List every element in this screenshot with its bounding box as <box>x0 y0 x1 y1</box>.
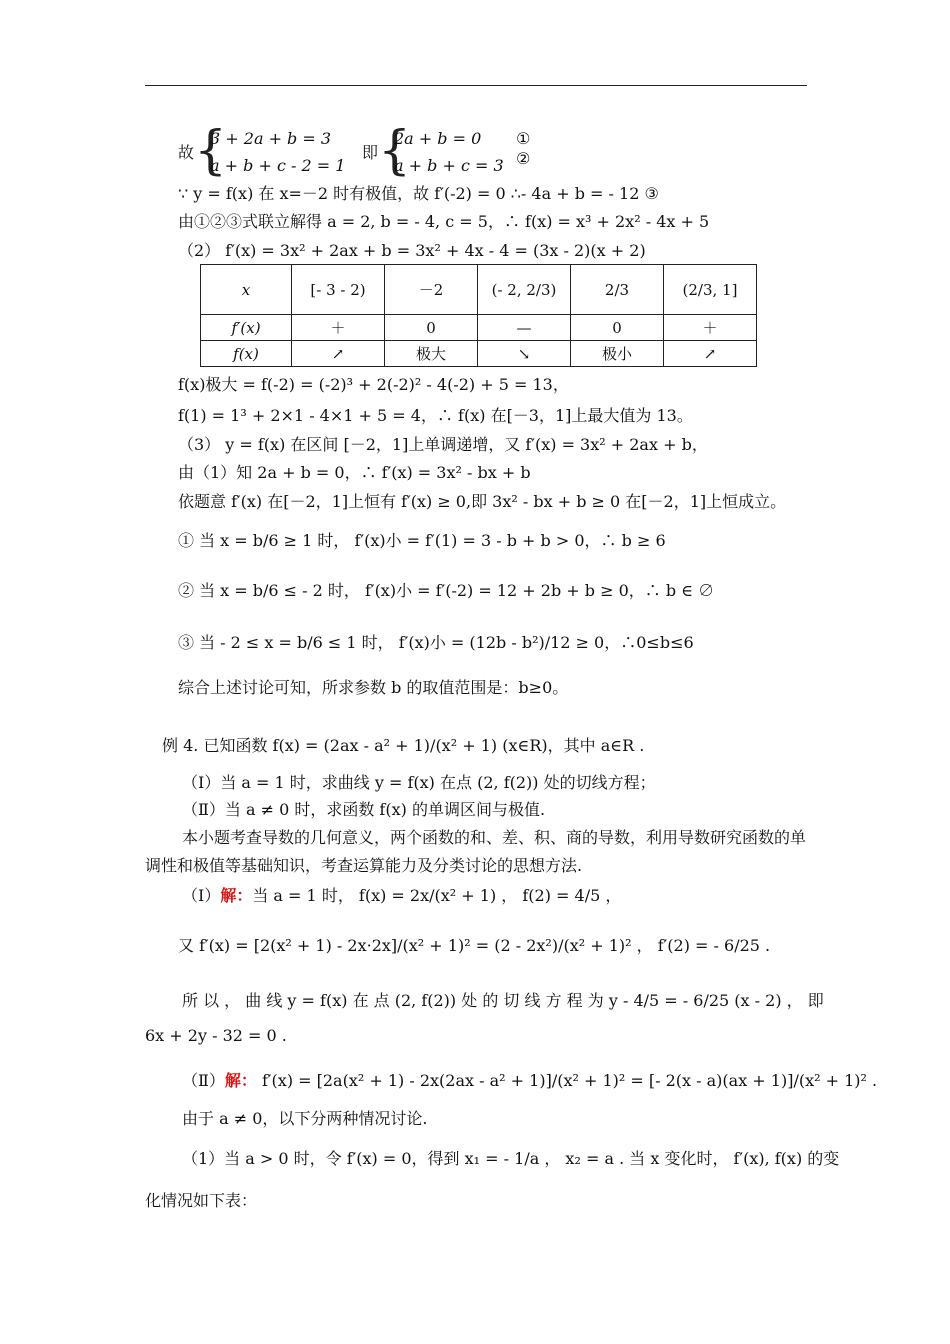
line-case-2: ② 当 x = b/6 ≤ - 2 时， f′(x)小 = f′(-2) = 12 + 2b + b ≥ 0，∴ b ∈ ∅ <box>178 581 715 600</box>
solution-1-label: 解： <box>220 886 253 905</box>
solution-1-text: 当 a = 1 时， f(x) = 2x/(x² + 1) ， f(2) = 4/5 ， <box>252 886 622 905</box>
table-cell: ＋ <box>664 315 757 341</box>
system-eq-b1: 2a + b = 0 <box>394 129 482 148</box>
question-1: （Ⅰ）当 a = 1 时，求曲线 y = f(x) 在点 (2, f(2)) 处的切线方程； <box>182 773 656 792</box>
table-cell: [- 3 - 2) <box>292 265 385 315</box>
line-local-max: f(x)极大 = f(-2) = (-2)³ + 2(-2)² - 4(-2) + 5 = 13， <box>178 375 569 394</box>
table-row <box>201 265 757 315</box>
line-part3-condition: 依题意 f′(x) 在[－2，1]上恒有 f′(x) ≥ 0,即 3x² - bx + b ≥ 0 在[－2，1]上恒成立。 <box>178 492 787 511</box>
line-case-3: ③ 当 - 2 ≤ x = b/6 ≤ 1 时， f′(x)小 = (12b - b²)/12 ≥ 0，∴0≤b≤6 <box>178 633 694 652</box>
table-cell: ↘ <box>478 341 571 367</box>
circled-mark-2: ② <box>516 149 531 168</box>
solution-2-label: 解： <box>224 1071 257 1090</box>
solution-2-cases: 由于 a ≠ 0，以下分两种情况讨论. <box>182 1109 428 1128</box>
line-case-1: ① 当 x = b/6 ≥ 1 时， f′(x)小 = f′(1) = 3 - b + b > 0，∴ b ≥ 6 <box>178 531 666 550</box>
solution-1-prefix: （Ⅰ） <box>182 886 221 905</box>
line-solve-system: 由①②③式联立解得 a = 2, b = - 4, c = 5，∴ f(x) = x³ + 2x² - 4x + 5 <box>178 212 710 231</box>
solution-1-line <box>182 885 621 907</box>
solution-2-table-intro: 化情况如下表： <box>145 1191 258 1210</box>
problem-intent-1: 本小题考查导数的几何意义，两个函数的和、差、积、商的导数，利用导数研究函数的单 <box>182 828 807 847</box>
table-cell: ↗ <box>292 341 385 367</box>
brace-left-2: { <box>378 121 412 181</box>
table-cell: (- 2, 2/3) <box>478 265 571 315</box>
table-row <box>201 315 757 341</box>
table-cell: 0 <box>571 315 664 341</box>
solution-1-tangent: 所 以 ， 曲 线 y = f(x) 在 点 (2, f(2)) 处 的 切 线 方 程 为 y - 4/5 = - 6/25 (x - 2) ， 即 <box>182 991 824 1010</box>
table-cell: －2 <box>385 265 478 315</box>
variation-table <box>200 264 757 367</box>
system-eq-b2: a + b + c = 3 <box>394 156 504 175</box>
table-cell: f(x) <box>201 341 292 367</box>
line-max-value: f(1) = 1³ + 2×1 - 4×1 + 5 = 4，∴ f(x) 在[－3，1]上最大值为 13。 <box>178 406 693 425</box>
line-conclusion: 综合上述讨论可知，所求参数 b 的取值范围是：b≥0。 <box>178 678 569 697</box>
line-part3-intro: （3） y = f(x) 在区间 [－2，1]上单调递增，又 f′(x) = 3x² + 2ax + b， <box>178 435 708 454</box>
header-rule <box>145 85 807 86</box>
table-cell: 2/3 <box>571 265 664 315</box>
system-prefix-gu: 故 <box>178 143 195 162</box>
table-cell: (2/3, 1] <box>664 265 757 315</box>
question-2: （Ⅱ）当 a ≠ 0 时，求函数 f(x) 的单调区间与极值. <box>182 800 546 819</box>
solution-1-derivative: 又 f′(x) = [2(x² + 1) - 2x·2x]/(x² + 1)² = (2 - 2x²)/(x² + 1)² ， f′(2) = - 6/25 . <box>178 936 771 955</box>
solution-2-line <box>182 1070 877 1092</box>
table-cell: ↗ <box>664 341 757 367</box>
problem-intent-2: 调性和极值等基础知识，考查运算能力及分类讨论的思想方法. <box>145 856 583 875</box>
example-4-statement: 例 4. 已知函数 f(x) = (2ax - a² + 1)/(x² + 1) (x∈R)，其中 a∈R . <box>162 736 645 755</box>
table-cell: ＋ <box>292 315 385 341</box>
table-cell: — <box>478 315 571 341</box>
solution-1-tangent-result: 6x + 2y - 32 = 0 . <box>145 1026 287 1045</box>
line-part3-derivative: 由（1）知 2a + b = 0，∴ f′(x) = 3x² - bx + b <box>178 463 531 482</box>
table-cell: 极大 <box>385 341 478 367</box>
solution-2-prefix: （Ⅱ） <box>182 1071 225 1090</box>
line-extremum-condition: ∵ y = f(x) 在 x=－2 时有极值，故 f′(-2) = 0 ∴- 4a + b = - 12 ③ <box>178 184 659 203</box>
system-eq-a1: 3 + 2a + b = 3 <box>210 129 332 148</box>
table-cell: 极小 <box>571 341 664 367</box>
table-cell: f′(x) <box>201 315 292 341</box>
table-row <box>201 341 757 367</box>
solution-2-case-1: （1）当 a > 0 时，令 f′(x) = 0，得到 x₁ = - 1/a ， x₂ = a . 当 x 变化时， f′(x), f(x) 的变 <box>182 1149 840 1168</box>
solution-2-text: f′(x) = [2a(x² + 1) - 2x(2ax - a² + 1)]/(x² + 1)² = [- 2(x - a)(ax + 1)]/(x² + 1)² . <box>256 1071 878 1090</box>
brace-left-1: { <box>194 121 228 181</box>
circled-mark-1: ① <box>516 129 531 148</box>
line-derivative-part2: （2） f′(x) = 3x² + 2ax + b = 3x² + 4x - 4 = (3x - 2)(x + 2) <box>178 241 646 260</box>
table-cell: x <box>201 265 292 315</box>
table-cell: 0 <box>385 315 478 341</box>
system-eq-a2: a + b + c - 2 = 1 <box>210 156 346 175</box>
system-prefix-ji: 即 <box>362 143 379 162</box>
